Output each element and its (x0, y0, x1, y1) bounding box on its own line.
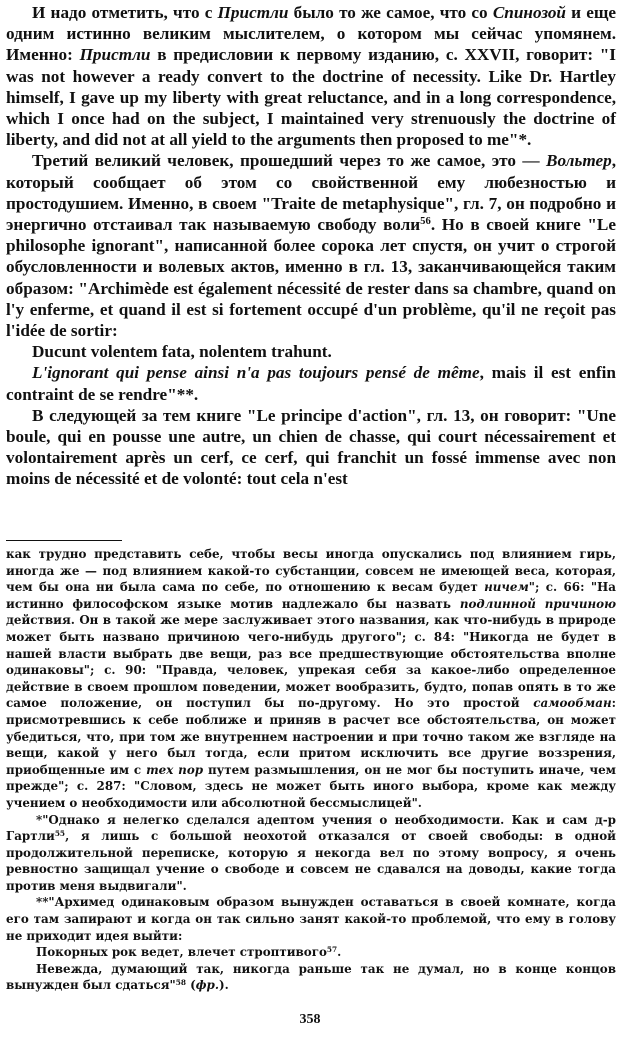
paragraph-ignorant: L'ignorant qui pense ainsi n'a pas toujours pensé de même, mais il est enfin contraint de se rendre"**. (6, 363, 616, 404)
footnote-continuation: как трудно представить себе, чтобы весы иногда опускались под влиянием гирь, иногда же — под влиянием какой-то субстанции, совсем не имеющей веса, которая, чем бы она ни была сама по себе, по отношению к весам будет ничем"; с. 66: "На истинно философском языке мотив надлежало бы назвать подлинной причиною действия. Он в такой же мере заслуживает этого названия, как что-нибудь в природе может быть названо причиною чего-нибудь другого"; с. 84: "Никогда не будет в нашей власти выбрать две вещи, раз все предшествующие обстоятельства вполне одинаковы"; с. 90: "Правда, человек, упрекая себя за какое-либо определенное действие в своем прошлом поведении, может вообразить, будто, попав опять в то же самое положение, он поступил бы по-другому. Но это простой самообман: присмотревшись к себе поближе и приняв в расчет все обстоятельства, он может убедиться, что, при том же внутреннем настроении и при точно таком же взгляде на вещи, какой у него был тогда, если притом исключить все другие воззрения, приобщенные им с тех пор путем размышления, он не мог бы поступить иначе, чем прежде"; с. 287: "Словом, здесь не может быть иного выбора, кроме как между учением о необходимости или абсолютной бессмыслицей". (6, 547, 616, 810)
footnote-double-asterisk: **"Архимед одинаковым образом вынужден оставаться в своей комнате, когда его там запирают и когда он так сильно занят какой-то проблемой, что ему в голову не приходит идея выйти: (6, 895, 616, 943)
main-text (6, 2, 616, 490)
paragraph-principe-action: В следующей за тем книге "Le principe d'action", гл. 13, он говорит: "Une boule, qui en pousse une autre, un chien de chasse, qui court nécessairement et volontairement après un cerf, ce cerf, qui franchit un fossé immense avec non moins de nécessité et de volonté: tout cela n'est (6, 405, 616, 489)
footnote-divider (6, 540, 122, 541)
latin-quote: Ducunt volentem fata, nolentem trahunt. (32, 342, 332, 362)
page-number: 358 (299, 1012, 321, 1027)
footnote-final: Невежда, думающий так, никогда раньше так не думал, но в конце концов вынужден был сдаться"$^{58}$ (фр.). (6, 961, 616, 993)
paragraph-priestley: И надо отметить, что с Пристли было то же самое, что со Спинозой и еще одним истинно великим мыслителем, о котором мы сейчас упомянем. Именно: Пристли в предисловии к первому изданию, с. XXVII, говорит: "I was not however a ready convert to the doctrine of necessity. Like Dr. Hartley himself, I gave up my liberty with great reluctance, and in a long correspondence, which I once had on the subject, I maintained very strenuously the doctrine of liberty, and did not at all yield to the arguments then proposed to me"*. (6, 3, 617, 150)
footnote-verse: Покорных рок ведет, влечет строптивого$^{57}$. (36, 945, 342, 960)
footnote-single-asterisk: *"Однако я нелегко сделался адептом учения о необходимости. Как и сам д-р Гартли$^{55}$, я лишь с большой неохотой отказался от своей свободы: в одной продолжительной переписке, которую я некогда вел по этому вопросу, я очень ревностно защищал учение о свободе и совсем не сдавался на доводы, какие тогда против меня выдвигали". (6, 812, 616, 893)
footnotes (6, 546, 616, 994)
paragraph-voltaire: Третий великий человек, прошедший через то же самое, это — Вольтер, который сообщает об этом со свойственной ему любезностью и простодушием. Именно, в своем "Traite de metaphysique", гл. 7, он подробно и энергично отстаивал так называемую свободу воли$^{56}$. Но в своей книге "Le philosophe ignorant", написанной более сорока лет спустя, он учит о строгой обусловленности и волевых актов, именно в гл. 13, заканчивающейся таким образом: "Archimède est également nécessité de rester dans sa chambre, quand on l'y enferme, et quand il est si fortement occupé d'un problème, qu'il ne reçoit pas l'idée de sortir: (6, 151, 616, 341)
